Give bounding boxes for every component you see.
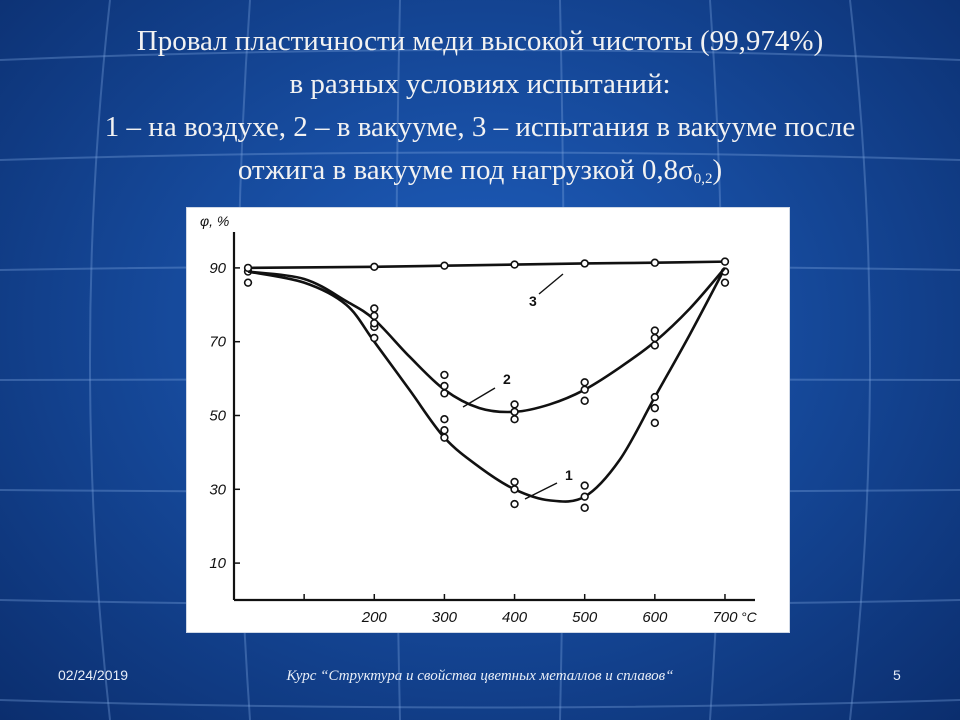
series-1-point-17 xyxy=(722,279,729,286)
series-3-point-4 xyxy=(581,260,588,267)
footer-page-number: 5 xyxy=(893,667,901,683)
series-2-point-1 xyxy=(371,312,378,319)
curve-label-3: 3 xyxy=(529,293,537,309)
title-line-4 xyxy=(20,149,940,201)
x-tick-label-600: 600 xyxy=(642,609,668,626)
y-tick-label-70: 70 xyxy=(209,333,226,351)
series-2-point-6 xyxy=(511,401,518,408)
series-3-point-5 xyxy=(651,259,658,266)
footer-date: 02/24/2019 xyxy=(58,667,129,683)
series-2-point-12 xyxy=(651,327,658,334)
x-tick-label-700: 700 xyxy=(712,609,738,626)
series-3-point-6 xyxy=(722,258,729,265)
x-axis-unit-label: °C xyxy=(740,609,757,625)
title-line-2: в разных условиях испытаний: xyxy=(289,68,671,100)
series-2-point-11 xyxy=(581,397,588,404)
series-1-point-15 xyxy=(651,419,658,426)
curve-label-leader-3 xyxy=(539,274,563,294)
series-1-point-2 xyxy=(371,335,378,342)
series-2-point-0 xyxy=(371,305,378,312)
series-2-point-14 xyxy=(651,342,658,349)
series-1-point-12 xyxy=(581,504,588,511)
series-1-point-9 xyxy=(511,501,518,508)
y-tick-label-50: 50 xyxy=(209,407,226,425)
curve-label-2: 2 xyxy=(503,371,511,387)
series-1-point-4 xyxy=(441,416,448,423)
series-2-point-4 xyxy=(441,383,448,390)
series-3-point-1 xyxy=(371,263,378,270)
y-axis-label: φ, % xyxy=(200,213,230,229)
plasticity-chart xyxy=(187,208,789,632)
x-tick-label-200: 200 xyxy=(361,609,387,626)
series-2-point-5 xyxy=(441,390,448,397)
series-1-point-8 xyxy=(511,486,518,493)
x-tick-label-300: 300 xyxy=(431,609,457,626)
series-1-point-1 xyxy=(245,279,252,286)
series-3-point-3 xyxy=(511,261,518,268)
title-line-4-main: отжига в вакууме под нагрузкой 0,8σ xyxy=(237,154,694,186)
x-tick-label-400: 400 xyxy=(502,609,528,626)
y-tick-label-90: 90 xyxy=(209,259,226,277)
series-2-point-3 xyxy=(441,372,448,379)
series-2-point-13 xyxy=(651,335,658,342)
curve-label-1: 1 xyxy=(565,467,573,483)
series-3-point-2 xyxy=(441,262,448,269)
series-1-point-7 xyxy=(511,479,518,486)
footer-course: Курс “Структура и свойства цветных металлов и сплавов“ xyxy=(286,668,674,684)
curve-label-leader-1 xyxy=(525,483,557,499)
series-2-point-2 xyxy=(371,320,378,327)
y-tick-label-10: 10 xyxy=(209,555,226,573)
title-line-3: 1 – на воздухе, 2 – в вакууме, 3 – испытания в вакууме после xyxy=(104,111,856,143)
slide-title xyxy=(20,20,940,201)
x-tick-label-500: 500 xyxy=(572,609,598,626)
curve-label-leader-2 xyxy=(463,388,495,407)
series-1-point-5 xyxy=(441,427,448,434)
series-2-point-10 xyxy=(581,386,588,393)
series-3-point-0 xyxy=(245,265,252,272)
series-1-point-14 xyxy=(651,405,658,412)
title-line-4-end: ) xyxy=(712,154,723,186)
title-line-1: Провал пластичности меди высокой чистоты (99,974%) xyxy=(136,25,824,57)
series-1-point-10 xyxy=(581,482,588,489)
series-1-point-6 xyxy=(441,434,448,441)
series-2-point-8 xyxy=(511,416,518,423)
series-2-point-7 xyxy=(511,408,518,415)
series-1-point-13 xyxy=(651,394,658,401)
series-1-point-11 xyxy=(581,493,588,500)
series-2-point-9 xyxy=(581,379,588,386)
series-1-curve xyxy=(248,268,725,502)
chart-figure xyxy=(186,207,790,633)
y-tick-label-30: 30 xyxy=(209,481,226,499)
title-line-4-subscript: 0,2 xyxy=(693,171,713,187)
